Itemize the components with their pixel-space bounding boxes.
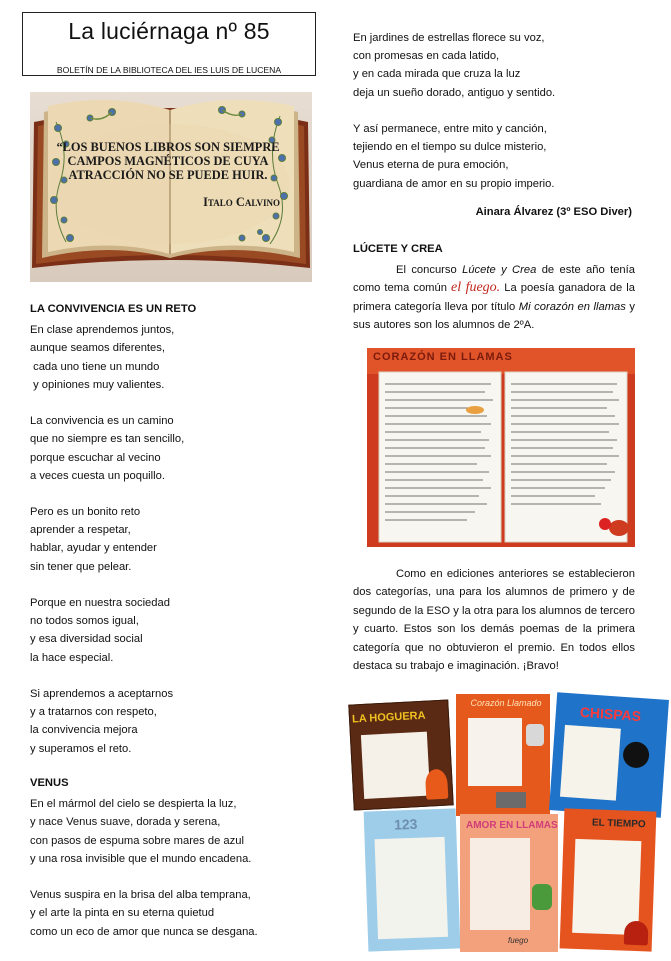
quote-line: “LOS BUENOS LIBROS SON SIEMPRE [56,140,280,154]
poem-title: Mi corazón en llamas [518,300,626,313]
poem-line: En el mármol del cielo se despierta la luz, [30,798,237,811]
poem-body [30,795,258,941]
poem-line: que no siempre es tan sencillo, [30,433,185,446]
section-heading: LA CONVIVENCIA ES UN RETO [30,303,197,315]
poem-body [30,321,196,758]
quote-author: Italo Calvino [203,195,280,209]
poem-line: sin tener que pelear. [30,560,132,573]
section-heading: LÚCETE Y CREA [353,243,443,255]
poem-line: aunque seamos diferentes, [30,342,165,355]
quote-line: CAMPOS MAGNÉTICOS DE CUYA [67,153,269,168]
poem-line: Venus suspira en la brisa del alba temprana, [30,889,251,902]
poem-line: cada uno tiene un mundo [30,360,160,373]
poem-line: y una rosa invisible que el mundo encadena. [30,852,252,865]
winning-poem-photo [367,348,635,547]
poem-line: tejiendo en el tiempo su dulce misterio, [353,141,547,154]
newsletter-subtitle: BOLETÍN DE LA BIBLIOTECA DEL IES LUIS DE LUCENA [56,65,282,75]
poster-banner: CORAZÓN EN LLAMAS [373,351,513,363]
poem-line: guardiana de amor en su propio imperio. [353,177,555,190]
poem-line: a veces cuesta un poquillo. [30,469,165,482]
paragraph-text: de este año tenía como tema común [353,264,635,295]
venus-continued [353,29,555,193]
book-quote-image [30,92,312,282]
poster-corazon-llamado [456,694,550,816]
open-book-illustration [30,92,312,282]
poster-el-tiempo [560,808,657,951]
winning-poster-illustration [367,348,635,547]
poem-line: En clase aprendemos juntos, [30,324,175,337]
poem-line: Pero es un bonito reto [30,506,141,519]
poem-line: no todos somos igual, [30,615,139,628]
venus-section [30,777,258,941]
poster-title: LA HOGUERA [351,709,426,726]
poem-line: con pasos de espuma sobre mares de azul [30,834,244,847]
poem-line: En jardines de estrellas florece su voz, [353,32,545,44]
poster-123 [364,808,461,951]
poster-la-hoguera [348,699,453,810]
poster-footer: fuego [508,936,529,945]
poem-author: Ainara Álvarez (3º ESO Diver) [475,206,632,218]
poem-line: y superamos el reto. [30,742,132,755]
section-heading: VENUS [30,777,69,789]
poster-title: Corazón Llamado [470,698,542,708]
poem-line: la hace especial. [30,651,114,664]
paragraph-text: El concurso [396,264,463,276]
newsletter-header [22,12,316,76]
book-quote-text [52,141,284,182]
poster-amor-en-llamas [460,814,558,952]
paragraph-text: y sus autores son los alumnos de 2ºA. [353,300,636,332]
poster-title: AMOR EN LLAMAS [466,820,558,831]
poem-line: Venus eterna de pura emoción, [353,159,509,172]
poem-line: como un eco de amor que nunca se desgana. [30,925,258,938]
poem-line: La convivencia es un camino [30,415,174,428]
poem-line: Porque en nuestra sociedad [30,597,170,609]
poem-line: y el arte la pinta en su eterna quietud [30,907,215,920]
poster-chispas [549,692,669,818]
poem-line: y esa diversidad social [30,633,143,646]
lucete-paragraph-1 [353,261,635,335]
poem-line: y a tratarnos con respeto, [30,706,157,719]
poem-line: y nace Venus suave, dorada y serena, [30,816,221,829]
quote-line: ATRACCIÓN NO SE PUEDE HUIR. [68,167,268,182]
contest-name: Lúcete y Crea [462,264,537,276]
poem-line: la convivencia mejora [30,724,138,737]
poster-title: CHISPAS [579,703,642,725]
poem-line: porque escuchar al vecino [30,451,161,464]
poem-line: aprender a respetar, [30,524,131,537]
poem-line: con promesas en cada latido, [353,50,500,63]
paragraph-text: La poesía ganadora de la primera categoría lleva por título [353,282,635,313]
posters-collage [348,692,670,954]
convivencia-section [30,303,196,758]
lucete-paragraph-2: Como en ediciones anteriores se establecieron dos categorías, una para los alumnos de primero y de segundo de la ESO y la otra para los alumnos de tercero y cuarto. Estos son los demás poemas de la primera categoría que no obtuvieron el premio. En todos ellos destaca su trabajo e imaginación. ¡Bravo! [353,568,635,673]
newsletter-title: La luciérnaga nº 85 [68,18,270,44]
poem-line: Si aprendemos a aceptarnos [30,687,174,700]
poem-line: deja un sueño dorado, antiguo y sentido. [353,86,556,99]
poster-title: 123 [393,815,418,833]
poem-line: hablar, ayudar y entender [30,542,157,555]
poem-line: y en cada mirada que cruza la luz [353,68,521,81]
poem-line: Y así permanece, entre mito y canción, [353,122,547,135]
poem-line: y opiniones muy valientes. [30,378,165,391]
poster-title: EL TIEMPO [591,817,646,831]
contest-theme: el fuego. [451,280,501,296]
